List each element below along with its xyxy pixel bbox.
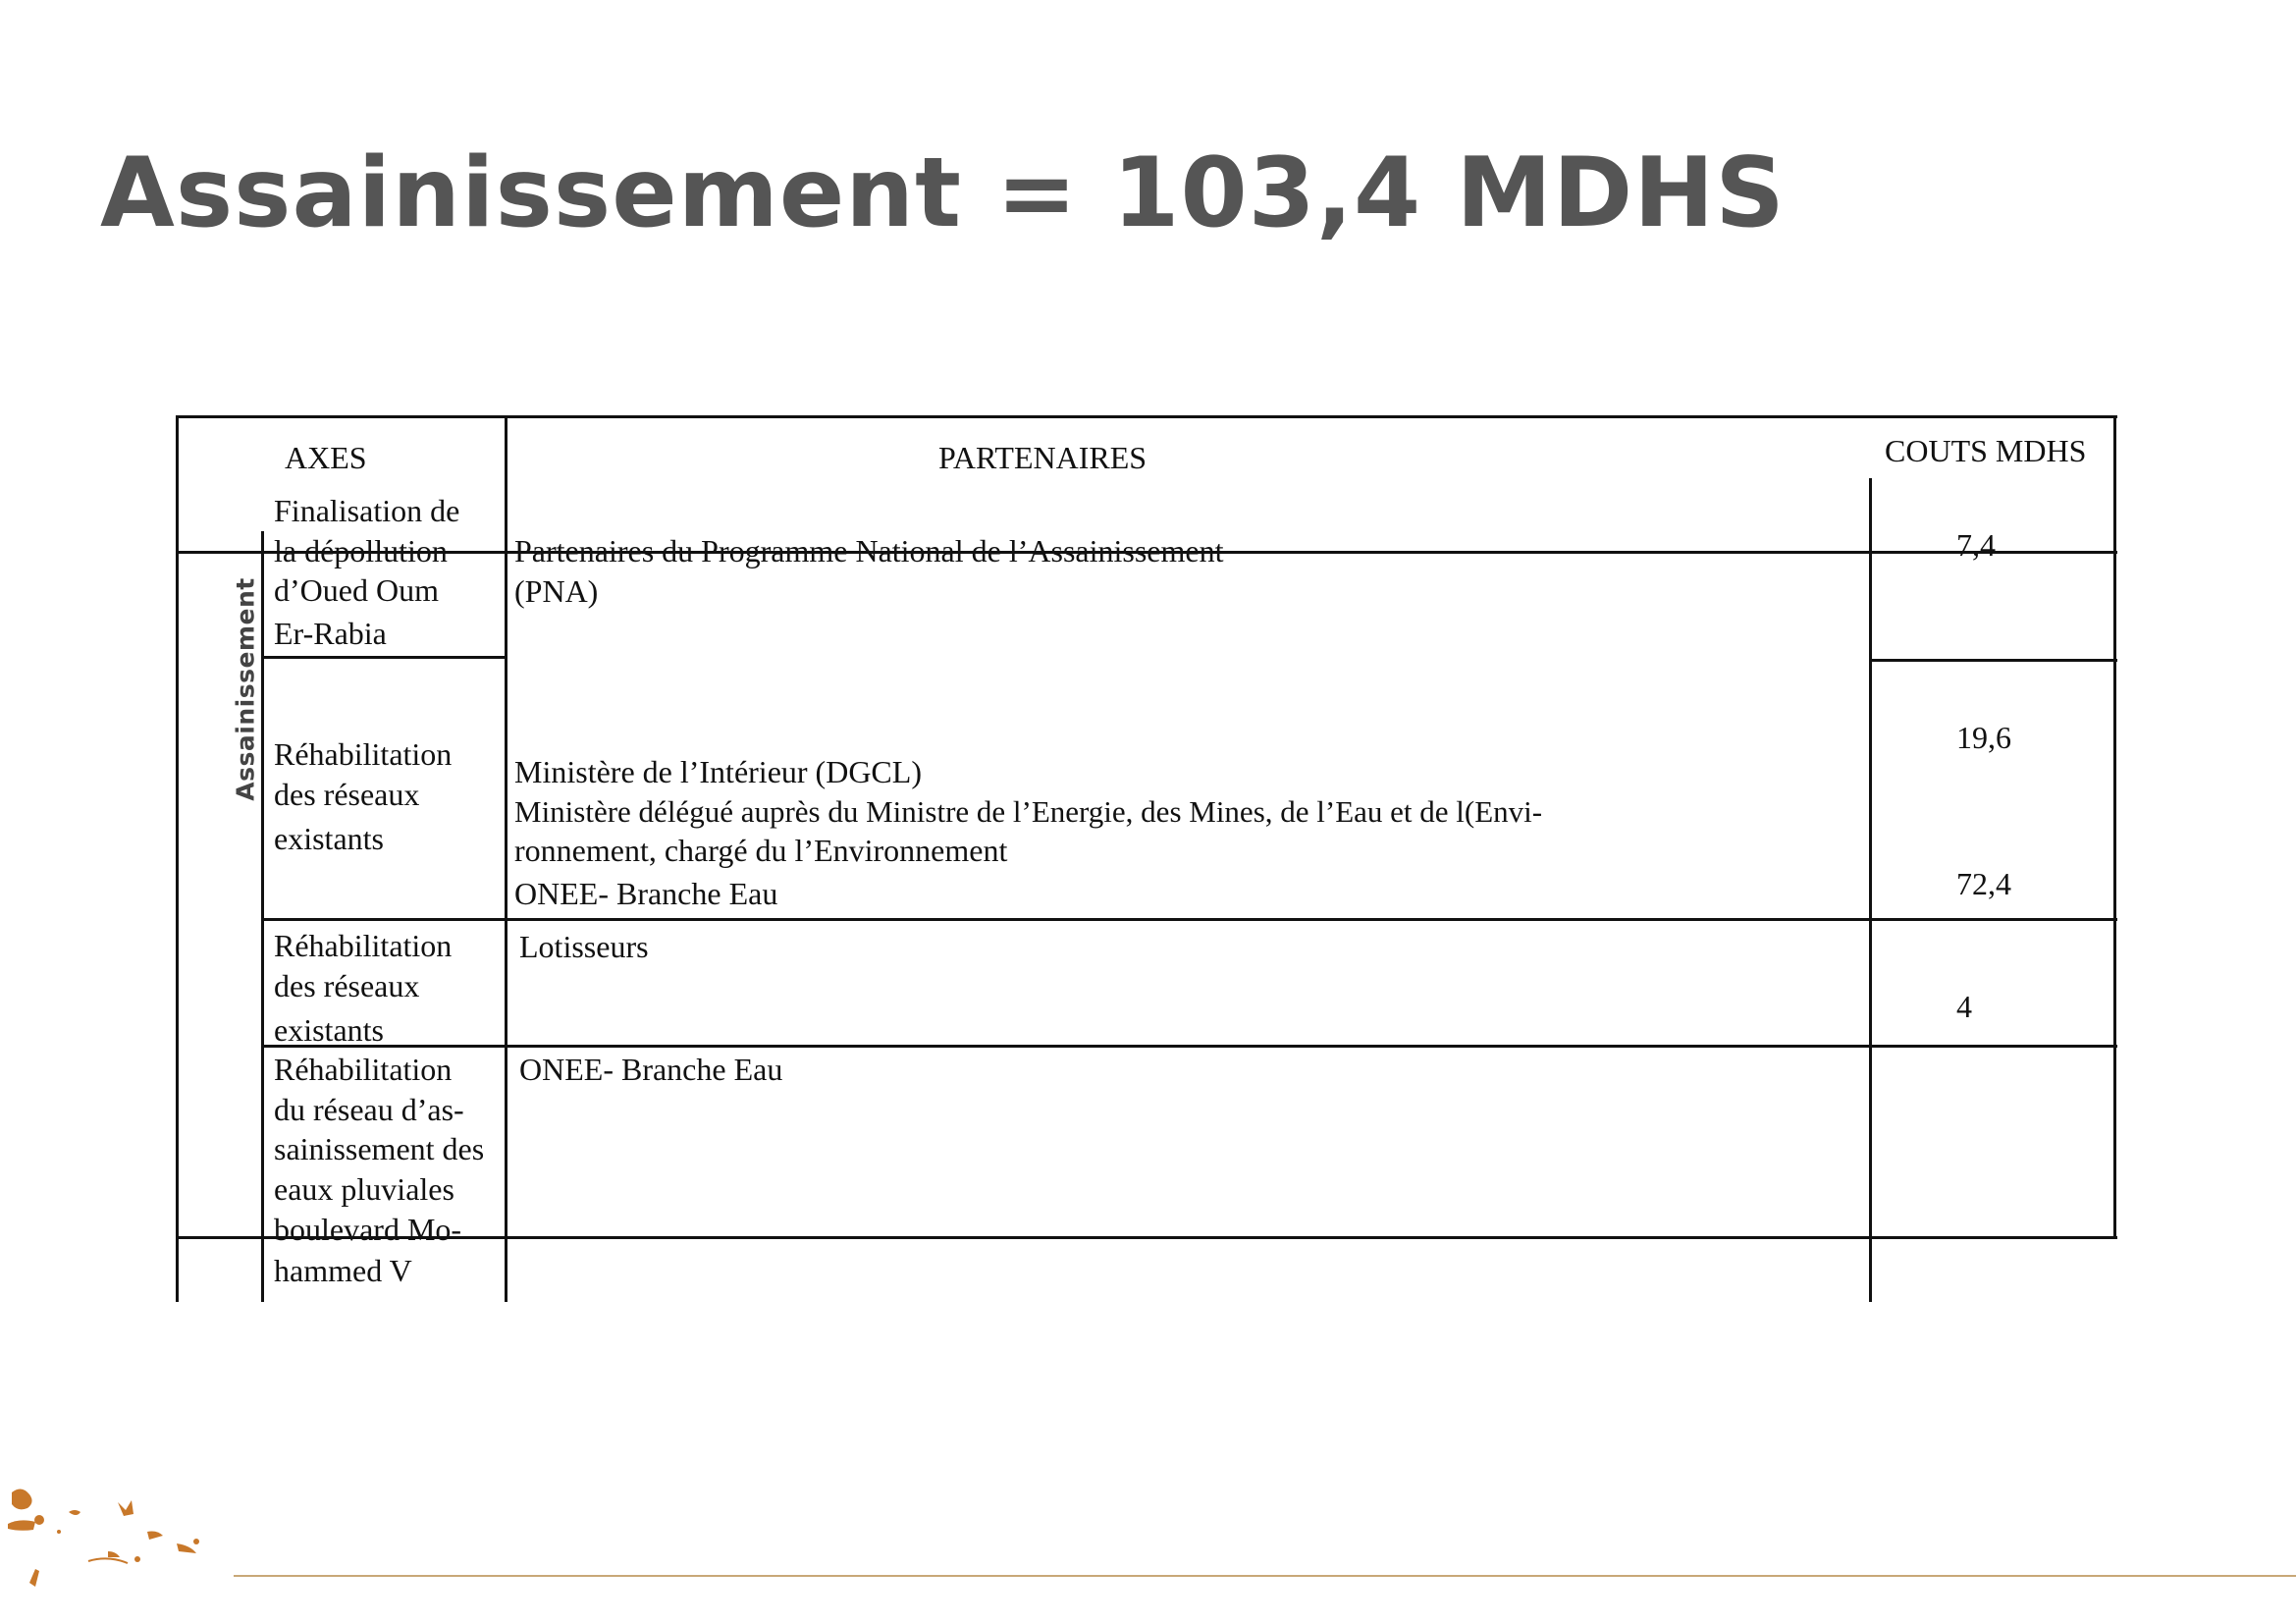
table-top-rule	[177, 415, 2117, 418]
axis-3-line-2: des réseaux	[274, 968, 420, 1003]
axes-partners-rule	[505, 415, 507, 1302]
page-title: Assainissement = 103,4 MDHS	[100, 137, 1786, 249]
cost-4: 4	[1956, 989, 1972, 1024]
footer-rule	[234, 1575, 2296, 1577]
axis-1-line-4: Er-Rabia	[274, 616, 387, 651]
table-right-border	[2113, 415, 2116, 1239]
table-bottom-rule	[177, 1236, 2117, 1239]
group-column-rule	[261, 531, 264, 1302]
partner-1-line-1: Partenaires du Programme National de l’Assainissement	[514, 533, 1224, 568]
group-label-assainissement: Assainissement	[231, 577, 260, 801]
axis-4-line-2: du réseau d’as-	[274, 1092, 464, 1127]
axis-1-line-2: la dépollution	[274, 533, 448, 568]
partner-1-line-2: (PNA)	[514, 573, 599, 609]
axis-4-line-1: Réhabilitation	[274, 1052, 453, 1087]
row1-axes-rule	[262, 656, 507, 659]
partner-3-line-1: Lotisseurs	[519, 929, 649, 964]
row3-rule	[262, 1045, 2117, 1048]
partners-costs-rule	[1869, 478, 1872, 1302]
row2-rule	[262, 918, 2117, 921]
table-left-border	[176, 415, 179, 1302]
header-axes: AXES	[285, 440, 367, 475]
axis-4-line-4: eaux pluviales	[274, 1171, 454, 1207]
logo-icon	[0, 1473, 236, 1624]
axis-2-line-3: existants	[274, 821, 384, 856]
header-partners: PARTENAIRES	[938, 440, 1148, 475]
axis-1-line-3: d’Oued Oum	[274, 572, 439, 608]
partner-4-line-1: ONEE- Branche Eau	[519, 1052, 783, 1087]
axis-4-line-5: boulevard Mo-	[274, 1212, 462, 1247]
cost-2: 19,6	[1956, 720, 2011, 755]
partner-2-line-2: Ministère délégué auprès du Ministre de l’Energie, des Mines, de l’Eau et de l(Envi-	[514, 794, 1543, 829]
partner-2-line-3: ronnement, chargé du l’Environnement	[514, 833, 1008, 868]
cost-1: 7,4	[1956, 527, 1996, 563]
axis-4-line-3: sainissement des	[274, 1131, 485, 1166]
header-costs: COUTS MDHS	[1885, 433, 2087, 468]
axis-1-line-1: Finalisation de	[274, 493, 460, 528]
axis-2-line-2: des réseaux	[274, 777, 420, 812]
axis-2-line-1: Réhabilitation	[274, 736, 453, 772]
axis-4-line-6: hammed V	[274, 1253, 412, 1288]
cost-3: 72,4	[1956, 866, 2011, 901]
partner-2-line-4: ONEE- Branche Eau	[514, 876, 778, 911]
row1-cost-rule	[1871, 659, 2117, 662]
axis-3-line-1: Réhabilitation	[274, 928, 453, 963]
partner-2-line-1: Ministère de l’Intérieur (DGCL)	[514, 754, 922, 789]
axis-3-line-3: existants	[274, 1012, 384, 1048]
